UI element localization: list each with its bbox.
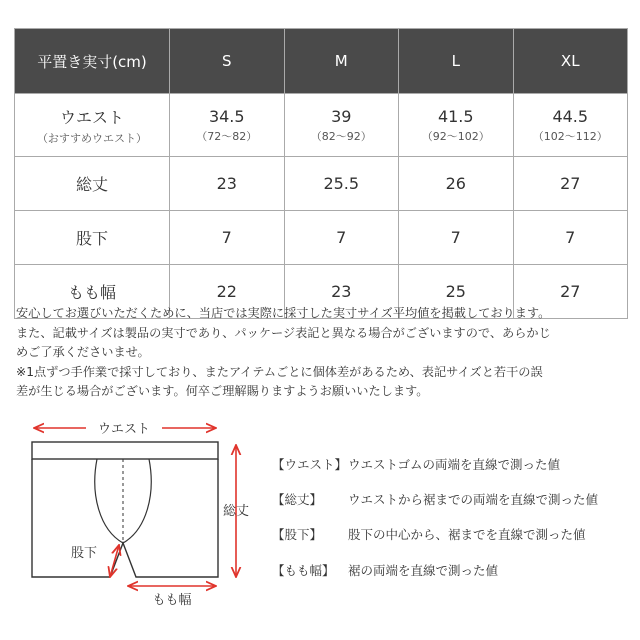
legend-inseam xyxy=(272,525,586,543)
cell: 27 xyxy=(513,265,628,319)
cell: 25.5 xyxy=(284,157,399,211)
length-label: 総丈 xyxy=(222,504,250,519)
cell-subvalue: （82〜92） xyxy=(310,129,372,143)
cell xyxy=(170,94,285,157)
cell: 22 xyxy=(170,265,285,319)
waist-label: ウエスト xyxy=(97,422,151,437)
note-line: めご了承くださいませ。 xyxy=(16,345,150,360)
cell xyxy=(513,94,628,157)
legend-text: 股下の中心から、裾までを直線で測った値 xyxy=(348,527,586,542)
cell: 23 xyxy=(170,157,285,211)
header-size-xl: XL xyxy=(513,29,628,94)
note-line: 差が生じる場合がございます。何卒ご理解賜りますようお願いいたします。 xyxy=(16,384,429,399)
cell xyxy=(284,94,399,157)
waistband-shape xyxy=(32,442,218,459)
garment-body-shape xyxy=(32,459,218,577)
inseam-arrow xyxy=(110,545,119,577)
cell-value: 34.5 xyxy=(208,106,245,126)
row-label: 股下 xyxy=(15,211,170,265)
sizing-note xyxy=(16,304,628,402)
note-line: 安心してお選びいただくために、当店では実際に採寸した実寸サイズ平均値を掲載しております。 xyxy=(16,306,551,320)
cell: 25 xyxy=(399,265,514,319)
legend-key: 【ウエスト】 xyxy=(272,457,348,472)
row-sublabel: （おすすめウエスト） xyxy=(36,131,148,145)
note-line: ※1点ずつ手作業で採寸しており、またアイテムごとに個体差があるため、表記サイズと若干の誤 xyxy=(16,364,543,379)
row-total-length xyxy=(15,157,628,211)
size-table-header xyxy=(15,29,628,94)
cell: 27 xyxy=(513,157,628,211)
cell-subvalue: （92〜102） xyxy=(421,129,490,143)
cell xyxy=(399,94,514,157)
cell-value: 39 xyxy=(331,106,352,126)
row-waist xyxy=(15,94,628,157)
legend-text: ウエストから裾までの両端を直線で測った値 xyxy=(348,492,599,507)
cell-value: 41.5 xyxy=(437,106,474,126)
header-size-m: M xyxy=(284,29,399,94)
legend-key: 【もも幅】 xyxy=(272,563,335,578)
inseam-label: 股下 xyxy=(70,546,98,561)
cell-value: 44.5 xyxy=(552,106,589,126)
cell: 7 xyxy=(170,211,285,265)
legend-waist xyxy=(272,455,560,473)
cell: 7 xyxy=(399,211,514,265)
cell-subvalue: （72〜82） xyxy=(196,129,258,143)
cell: 7 xyxy=(513,211,628,265)
legend-key: 【総丈】 xyxy=(272,492,323,507)
cell: 7 xyxy=(284,211,399,265)
cell: 26 xyxy=(399,157,514,211)
garment-diagram xyxy=(0,405,270,635)
cell-subvalue: （102〜112） xyxy=(532,129,608,143)
note-line: また、記載サイズは製品の実寸であり、パッケージ表記と異なる場合がございますので、あらかじ xyxy=(16,325,551,340)
legend-total-length xyxy=(272,490,598,508)
legend-text: ウエストゴムの両端を直線で測った値 xyxy=(348,457,561,472)
row-label: 総丈 xyxy=(15,157,170,211)
row-label: もも幅 xyxy=(15,265,170,319)
row-label-text: ウエスト xyxy=(59,107,124,127)
size-table xyxy=(14,28,628,319)
header-size-s: S xyxy=(170,29,285,94)
thigh-label: もも幅 xyxy=(152,593,192,608)
legend-thigh-width xyxy=(272,561,498,579)
row-inseam xyxy=(15,211,628,265)
row-label xyxy=(15,94,170,157)
cell: 23 xyxy=(284,265,399,319)
header-measure: 平置き実寸(cm) xyxy=(15,29,170,94)
header-size-l: L xyxy=(399,29,514,94)
legend-key: 【股下】 xyxy=(272,527,323,542)
legend-text: 裾の両端を直線で測った値 xyxy=(348,563,499,578)
